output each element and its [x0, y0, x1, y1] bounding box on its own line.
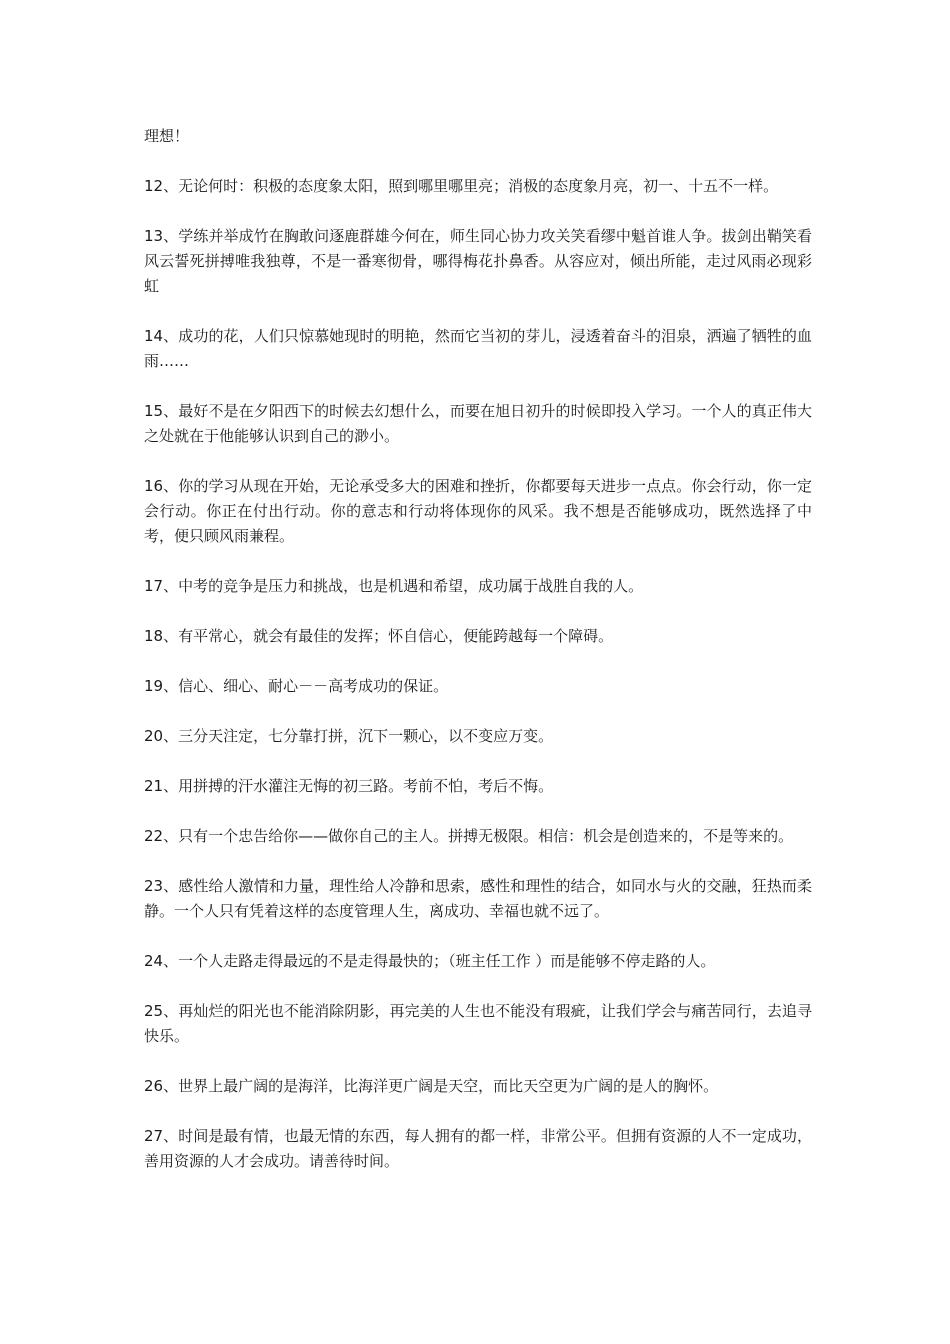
- paragraph-27: 27、时间是最有情，也最无情的东西，每人拥有的都一样，非常公平。但拥有资源的人不一定成功，善用资源的人才会成功。请善待时间。: [144, 1127, 812, 1170]
- document-page: [144, 124, 812, 1199]
- paragraph-15: 15、最好不是在夕阳西下的时候去幻想什么，而要在旭日初升的时候即投入学习。一个人的真正伟大之处就在于他能够认识到自己的渺小。: [144, 402, 812, 445]
- paragraph-22: 22、只有一个忠告给你——做你自己的主人。拼搏无极限。相信：机会是创造来的，不是等来的。: [144, 827, 794, 845]
- paragraph-17: 17、中考的竞争是压力和挑战，也是机遇和希望，成功属于战胜自我的人。: [144, 577, 644, 595]
- paragraph-16: 16、你的学习从现在开始，无论承受多大的困难和挫折，你都要每天进步一点点。你会行动，你一定会行动。你正在付出行动。你的意志和行动将体现你的风采。我不想是否能够成功，既然选择了中考，便只顾风雨兼程。: [144, 477, 812, 545]
- paragraph-24: 24、一个人走路走得最远的不是走得最快的；（班主任工作 ）而是能够不停走路的人。: [144, 952, 716, 970]
- paragraph-19: 19、信心、细心、耐心－－高考成功的保证。: [144, 677, 449, 695]
- paragraph-14: 14、成功的花，人们只惊慕她现时的明艳，然而它当初的芽儿，浸透着奋斗的泪泉，洒遍了牺牲的血雨……: [144, 327, 812, 370]
- paragraph-20: 20、三分天注定，七分靠打拼，沉下一颗心，以不变应万变。: [144, 727, 554, 745]
- paragraph-23: 23、感性给人激情和力量，理性给人冷静和思索，感性和理性的结合，如同水与火的交融，狂热而柔静。一个人只有凭着这样的态度管理人生，离成功、幸福也就不远了。: [144, 877, 812, 920]
- paragraph-continuation: 理想！: [144, 127, 190, 145]
- paragraph-25: 25、再灿烂的阳光也不能消除阴影，再完美的人生也不能没有瑕疵，让我们学会与痛苦同行，去追寻快乐。: [144, 1002, 812, 1045]
- paragraph-18: 18、有平常心，就会有最佳的发挥；怀自信心，便能跨越每一个障碍。: [144, 627, 614, 645]
- paragraph-21: 21、用拼搏的汗水灌注无悔的初三路。考前不怕，考后不悔。: [144, 777, 554, 795]
- paragraph-13: 13、学练并举成竹在胸敢问逐鹿群雄今何在，师生同心协力攻关笑看缪中魁首谁人争。拔剑出鞘笑看风云誓死拼搏唯我独尊，不是一番寒彻骨，哪得梅花扑鼻香。从容应对，倾出所能，走过风雨必现彩虹: [144, 227, 812, 295]
- paragraph-26: 26、世界上最广阔的是海洋，比海洋更广阔是天空，而比天空更为广阔的是人的胸怀。: [144, 1077, 719, 1095]
- paragraph-12: 12、无论何时：积极的态度象太阳，照到哪里哪里亮；消极的态度象月亮，初一、十五不一样。: [144, 177, 779, 195]
